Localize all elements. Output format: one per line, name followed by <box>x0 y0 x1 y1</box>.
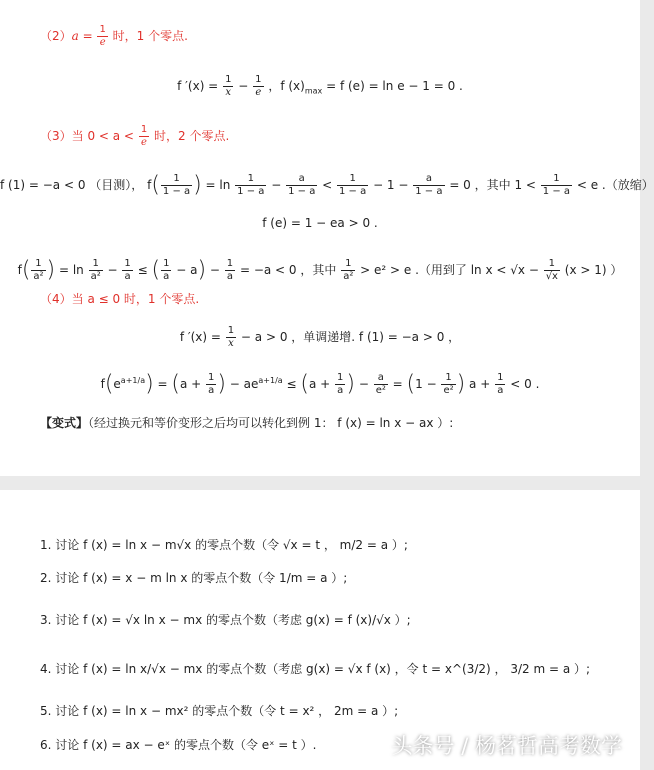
case-4-heading: （4）当 a ≤ 0 时，1 个零点. <box>40 292 200 306</box>
exercise-item: 1. 讨论 f (x) = ln x − m√x 的零点个数（令 √x = t ， m/2 = a ）; <box>40 538 408 552</box>
watermark: 头条号 / 杨茗哲高考数学 <box>391 734 622 758</box>
exercise-item: 3. 讨论 f (x) = √x ln x − mx 的零点个数（考虑 g(x) = f (x)/√x ）; <box>40 613 411 627</box>
estimate-formula-6: $f(e^{a+1/a}) = (a$ + $\frac{1}{a}$ ) − $ae^{a+1/a} \le (a$ + $\frac{1}{a}$ ) − $\frac{a}{\text{e²}}$ = (1 − $\frac{1}{\text{e²}}$ ) a + $\frac{1}{a}$ < 0 . <box>100 371 540 397</box>
case-3-heading: （3）当 0 < a < $\frac{1}{e}$ 时，2 个零点. <box>40 124 230 148</box>
variant-heading: 【变式】（经过换元和等价变形之后均可以转化到例 1： f (x) = ln x − ax ）: <box>40 416 454 430</box>
exercise-item: 6. 讨论 f (x) = ax − eˣ 的零点个数（令 eˣ = t ）. <box>40 738 317 752</box>
derivative-formula-1: f ′(x) = $\frac{1}{x}$ − $\frac{1}{e}$ ，f $(x)_{max} = f$ (e) = ln e − 1 = 0 . <box>177 74 463 98</box>
exercise-item: 2. 讨论 f (x) = x − m ln x 的零点个数（令 1/m = a ）; <box>40 571 348 585</box>
value-formula-3: f (e) = 1 − ea > 0 . <box>262 216 378 230</box>
exercise-item: 4. 讨论 f (x) = ln x/√x − mx 的零点个数（考虑 g(x) = √x f (x) ，令 t = x^(3/2) ， 3/2 m = a ）; <box>40 662 591 676</box>
derivative-formula-5: f ′(x) = $\frac{1}{x}$ − a > 0 ，单调递增. f (1) = −a > 0 ， <box>179 325 461 349</box>
estimate-formula-2: f (1) = −a < 0 （目测）， f( $\frac{1}{1 - a}$ ) = ln $\frac{1}{1 - a}$ − $\frac{a}{1 - a}$ < $\frac{1}{1 - a}$ − 1 − $\frac{a}{1 - a}$ = 0 ，其中 1 < $\frac{1}{1 - a}$ < e .（放缩） <box>0 172 654 198</box>
case-2-heading: （2）a = $\frac{1}{e}$ 时，1 个零点. <box>40 24 188 48</box>
estimate-formula-4: f( $\frac{1}{\text{a²}}$ ) = ln $\frac{1}{\text{a²}}$ − $\frac{1}{a}$ ≤ ( $\frac{1}{a}$ − a) − $\frac{1}{a}$ = −a < 0 ，其中 $\frac{1}{\text{a²}}$ > e² > e .（用到了 ln x < √x − $\frac{1}{√x}$ (x > 1) ） <box>17 257 623 283</box>
exercise-panel <box>0 490 640 770</box>
exercise-item: 5. 讨论 f (x) = ln x − mx² 的零点个数（令 t = x² ， 2m = a ）; <box>40 704 399 718</box>
